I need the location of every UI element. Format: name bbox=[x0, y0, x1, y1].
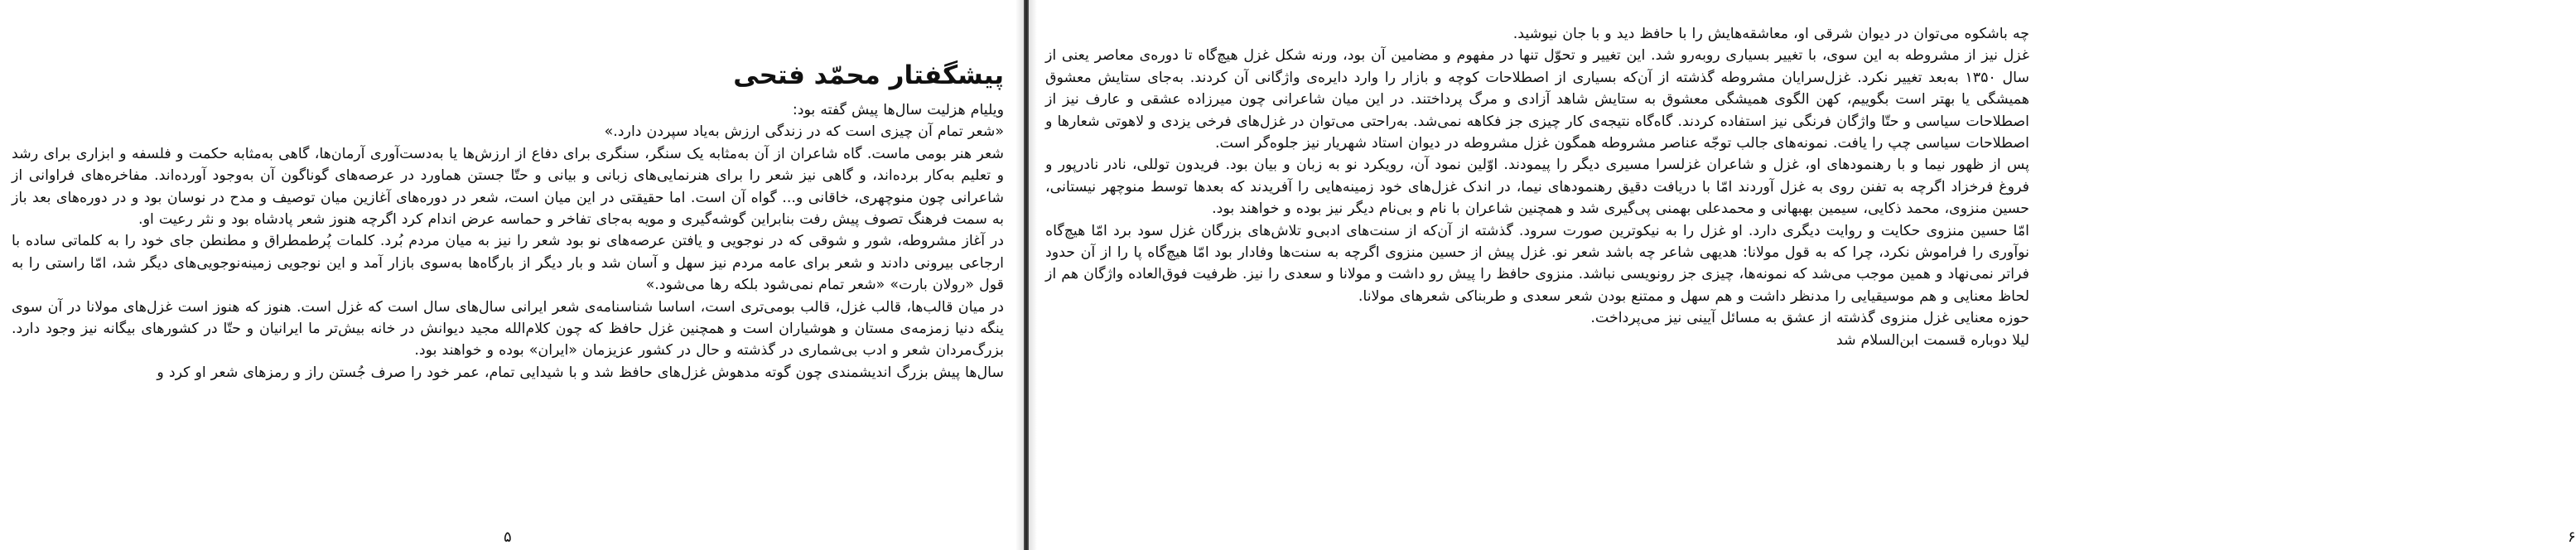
poem-line: لیلا دوباره قسمت ابن‌السلام شد bbox=[1836, 331, 2029, 349]
left-page bbox=[0, 0, 1024, 550]
paragraph: در میان قالب‌ها، قالب غزل، قالب بومی‌تری است، اساسا شناسنامه‌ی شعر ایرانی سال‌های سال است که غزل است. هنوز که هنوز است غزل‌های مولانا در آن سوی ینگه دنیا زمزمه‌ی مستان و هوشیاران است و همچنین غزل حافظ که چون کلام‌الله مجید دیوانش در خانه بیش‌تر ما ایرانیان و حتّا در کشورهای بیگانه نیز وجود دارد. بزرگ‌مردان شعر و ادب بی‌شماری در گذشته و حال در کشور عزیزمان «ایران» بوده و خواهند بود. bbox=[12, 298, 1004, 359]
paragraph: پس از ظهور نیما و با رهنمودهای او، غزل و شاعران غزلسرا مسیری دیگر را پیمودند. اوّلین نمود آن، رویکرد نو به زبان و بیان بود. فریدون توللی، نادر نادرپور و فروغ فرخزاد اگرچه به تفنن روی به غزل آوردند امّا با دریافت دقیق رهنمودهای نیما، در اندک غزل‌های خود زمینه‌هایی را آفریدند که بعدها توسط منوچهر نیستانی، حسین منزوی، محمد ذکایی، سیمین بهبهانی و محمدعلی بهمنی پی‌گیری شد و همچنین شاعران با نام و بی‌نام دیگر نیز بوده و خواهند بود. bbox=[1045, 157, 2029, 218]
paragraph: سال‌ها پیش بزرگ اندیشمندی چون گوته مدهوش غزل‌های حافظ شد و با شیدایی تمام، عمر خود را صرف جُستن راز و رمزهای شعر او کرد و bbox=[157, 364, 1004, 381]
page-edge-shadow bbox=[1029, 0, 1037, 550]
page-title: پیشگفتار محمّد فتحی bbox=[733, 60, 1004, 90]
paragraph: در آغاز مشروطه، شور و شوقی که در نوجویی و یافتن عرصه‌های نو بود شعر را نیز به میان مردم بُرد. کلمات پُرطمطراق و مطنطن جای خود را به کلماتی ساده با ارجاعی بیرونی دادند و شعر برای عامه مردم نیز سهل و آسان شد و بار دیگر از بارگاه‌ها به‌سوی بازار آمد و این نوجویی زمینه‌نوجویی‌های دیگر شد، امّا راستی را به قول «رولان بارت» «شعر تمام نمی‌شود بلکه رها می‌شود.» bbox=[12, 233, 1004, 294]
page-number: ۵ bbox=[504, 528, 512, 546]
paragraph: چه باشکوه می‌توان در دیوان شرقی او، معاشقه‌هایش را با حافظ دید و با جان نیوشید. bbox=[1512, 26, 2029, 42]
paragraph: امّا حسین منزوی حکایت و روایت دیگری دارد. او غزل را به نیکوترین صورت سرود. گذشته از آن‌که از سنت‌های ادبی‌و تلاش‌های بزرگان غزل سود برد امّا هیچ‌گاه نوآوری را فراموش نکرد، چرا که به قول مولانا: هدیهی شاعر چه باشد شعر نو. غزل پیش از حسین منزوی اگرچه به سنت‌ها وفادار بود امّا هیچ‌گاه پا را از آن حدود فراتر نمی‌نهاد و همین موجب می‌شد که نمونه‌ها، چیزی جز رونویسی نباشد. منزوی حافظ را پیش رو داشت و مولانا و سعدی را نیز. ظرفیت فوق‌العاده واژگان هم از لحاظ معنایی و هم موسیقیایی را مدنظر داشت و هم سهل و ممتنع بودن شعر سعدی و طربناکی شعرهای مولانا. bbox=[1045, 222, 2029, 305]
paragraph: حوزه معنایی غزل منزوی گذشته از عشق به مسائل آیینی نیز می‌پرداخت. bbox=[1590, 310, 2029, 327]
paragraph: غزل نیز از مشروطه به این سوی، با تغییر بسیاری روبه‌رو شد. این تغییر و تحوّل تنها در مفهوم و مضامین آن بود، ورنه شکل غزل هیچ‌گاه تا دوره‌ی معاصر یعنی از سال ۱۳۵۰ به‌بعد تغییر نکرد. غزل‌سرایان مشروطه گذشته از آن‌که بسیاری از اصطلاحات کوچه و بازار را وارد دایره‌ی واژگانی آن کردند. به‌جای ستایش معشوق همیشگی یا بهتر است بگوییم، کهن الگوی همیشگی معشوق به ستایش شاهد آزادی و مرگ پرداختند. در این میان شاعرانی چون میرزاده عشقی و عارف نیز از اصطلاحات سیاسی و حتّا واژگان فرنگی نیز استفاده کردند. گاه‌گاه نتیجه‌ی کار چیزی جز فکاهه نمی‌شد. به‌راحتی می‌توان در غزل‌های فرخی یزدی و لاهوتی شعارها و اصطلاحات سیاسی چپ را یافت. نمونه‌های جالب توجّه عناصر مشروطه همگون غزل مشروطه در دیوان استاد شهریار نیز جلوه‌گر است. bbox=[1045, 47, 2029, 152]
paragraph: ویلیام هزلیت سال‌ها پیش گفته بود: bbox=[792, 102, 1004, 118]
page-number: ۶ bbox=[2568, 528, 2576, 546]
page-edge-shadow bbox=[1015, 0, 1024, 550]
paragraph: شعر هنر بومی ماست. گاه شاعران از آن به‌مثابه یک سنگر، سنگری برای دفاع از ارزش‌ها یا به‌دست‌آوری آرمان‌ها، گاهی به‌مثابه حکمت و فلسفه و ابزاری برای رشد و تعلیم به‌کار برده‌اند، و گاهی نیز شعر را برای هنرنمایی‌های زبانی و بیانی و حتّا جستن هماورد در عرصه‌های گوناگون آن به‌وجود آورده‌اند. مفاخره‌های فراوانی از شاعرانی چون منوچهری، خاقانی و... گواه آن است. اما حقیقتی در این میان است، شعر در دوره‌های آغازین میان توصیف و مدح در نوسان بود و در دوره‌های بعد باز به سمت فرهنگ تصوف پیش رفت بنابراین گوشه‌گیری و مویه به‌جای تفاخر و حماسه عرض اندام کرد اگرچه هنوز شعر پادشاه بود و نثر رعیت او. bbox=[12, 145, 1004, 229]
right-page-body bbox=[1045, 23, 2029, 351]
right-page bbox=[1029, 0, 2576, 550]
quote-paragraph: «شعر تمام آن چیزی است که در زندگی ارزش به‌یاد سپردن دارد.» bbox=[604, 123, 1004, 141]
left-page-body bbox=[12, 99, 1004, 384]
